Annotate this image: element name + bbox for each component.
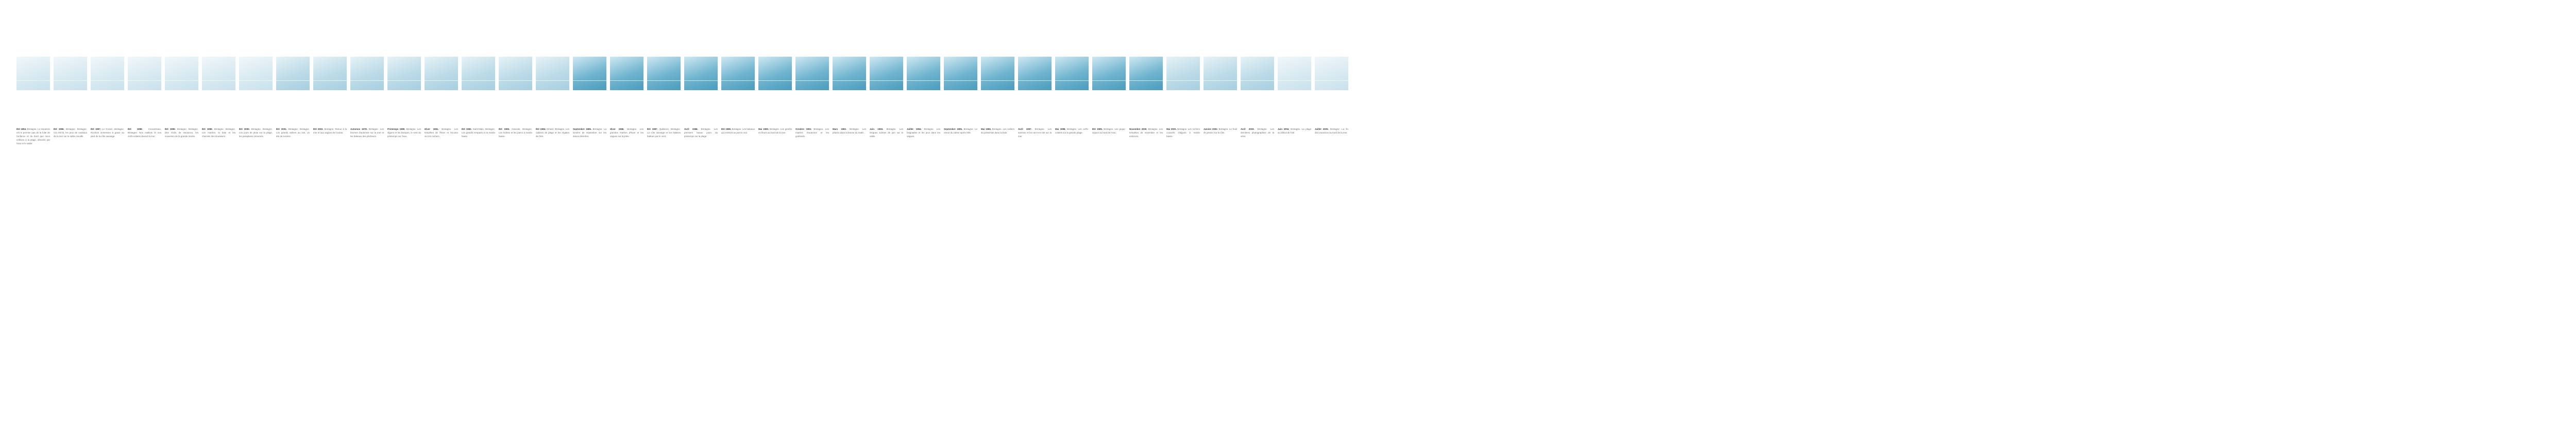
- photo-column: [202, 57, 235, 145]
- caption-date: Printemps 1980.: [387, 128, 405, 130]
- caption-text: Bretagne. La plage au début de l'été.: [1278, 128, 1311, 134]
- caption-text: Bretagne. Les bateaux qui rentrent au port le soir.: [721, 128, 755, 134]
- caption-date: Été 1987.: [647, 128, 658, 130]
- photo-caption: [202, 127, 235, 138]
- photo-column: [795, 57, 829, 145]
- photo-caption: [1204, 127, 1237, 134]
- seascape-photo-thumbnail[interactable]: [795, 57, 829, 90]
- caption-date: Novembre 2000.: [1129, 128, 1147, 130]
- photo-column: [91, 57, 124, 145]
- photo-column: [907, 57, 940, 145]
- caption-date: Été 1983.: [499, 128, 510, 130]
- photo-column: [276, 57, 310, 145]
- photo-column: [536, 57, 569, 145]
- caption-text: Quiberon, Bretagne. La côte sauvage et les falaises battues par le vent.: [647, 128, 681, 138]
- caption-date: Septembre 1985.: [573, 128, 592, 130]
- seascape-photo-thumbnail[interactable]: [573, 57, 606, 90]
- photo-caption: [1092, 127, 1126, 134]
- caption-text: Bretagne. Le tracassin est le premier pas de la fuite de l'enfance et du bord que nous enfilons à la plage, dévorés par l'eau et le sable.: [16, 128, 50, 145]
- photo-column: [1278, 57, 1311, 145]
- photo-caption: [239, 127, 273, 138]
- seascape-photo-thumbnail[interactable]: [1204, 57, 1237, 90]
- caption-text: Bretagne. Les rochers couverts d'algues à marée basse.: [1166, 128, 1200, 138]
- seascape-photo-thumbnail[interactable]: [425, 57, 458, 90]
- seascape-photo-thumbnail[interactable]: [239, 57, 273, 90]
- photo-caption: [54, 127, 87, 138]
- caption-text: Bretagne. Les marées d'automne et les goélands.: [795, 128, 829, 138]
- photo-column: [165, 57, 198, 145]
- seascape-photo-thumbnail[interactable]: [499, 57, 532, 90]
- seascape-photo-thumbnail[interactable]: [1315, 57, 1348, 90]
- photo-caption: [1166, 127, 1200, 138]
- photo-caption: [1315, 127, 1348, 134]
- seascape-photo-thumbnail[interactable]: [350, 57, 384, 90]
- photo-column: [499, 57, 532, 145]
- caption-text: Bretagne. Les genêts en fleurs au bord de la mer.: [758, 128, 792, 134]
- seascape-photo-thumbnail[interactable]: [165, 57, 198, 90]
- caption-text: Bretagne. Les brumes d'automne sur la mer et les bateaux des pêcheurs.: [350, 128, 384, 138]
- caption-date: Avril 1997.: [1018, 128, 1032, 130]
- photo-column: [944, 57, 977, 145]
- photo-column: [758, 57, 792, 145]
- caption-text: Concarneau, Bretagne. Nos maillots et nos cerfs-volants devant la mer.: [128, 128, 161, 138]
- photo-caption: [1055, 127, 1089, 134]
- caption-text: Bretagne. Les tempêtes de l'hiver et l'écume sur les rochers.: [425, 128, 458, 138]
- caption-date: Été 1999.: [165, 128, 176, 130]
- caption-text: Le Croisic, Bretagne. Rochers immenses à gravir au pied de la côte sauvage.: [91, 128, 124, 138]
- seascape-photo-thumbnail[interactable]: [128, 57, 161, 90]
- caption-text: Bretagne, Bretagne. Les grands voiliers au loin, un été de lumière.: [276, 128, 310, 138]
- photo-column: [647, 57, 681, 145]
- photo-caption: [536, 127, 569, 138]
- photo-column: [128, 57, 161, 145]
- photo-caption: [128, 127, 161, 138]
- photo-caption: [907, 127, 940, 138]
- seascape-photo-thumbnail[interactable]: [610, 57, 643, 90]
- caption-date: Été 1982.: [462, 128, 472, 130]
- photo-caption: [91, 127, 124, 138]
- caption-date: Hiver 1986.: [610, 128, 624, 130]
- photo-caption: [647, 127, 681, 138]
- photo-caption: [165, 127, 198, 138]
- caption-date: Été 2000.: [239, 128, 250, 130]
- caption-date: Été 1999.: [1092, 128, 1103, 130]
- photo-column: [721, 57, 755, 145]
- seascape-photo-thumbnail[interactable]: [54, 57, 87, 90]
- photo-caption: [387, 127, 421, 138]
- photo-column: [462, 57, 495, 145]
- caption-date: Septembre 1995.: [944, 128, 963, 130]
- caption-date: Juin 1993.: [870, 128, 884, 130]
- caption-text: Bretagne. Les dernières photographies de la série.: [1241, 128, 1274, 138]
- caption-text: Bretagne. Les cerfs-volants sur la grande plage.: [1055, 128, 1089, 134]
- photo-column: [870, 57, 903, 145]
- photo-caption: [944, 127, 977, 134]
- seascape-photo-thumbnail[interactable]: [1241, 57, 1274, 90]
- photo-column: [1092, 57, 1126, 145]
- photo-column: [1204, 57, 1237, 145]
- photo-caption: [276, 127, 310, 138]
- caption-date: Mai 2001.: [1166, 128, 1177, 130]
- seascape-photo-thumbnail[interactable]: [647, 57, 681, 90]
- seascape-photo-thumbnail[interactable]: [870, 57, 903, 90]
- seascape-photo-thumbnail[interactable]: [536, 57, 569, 90]
- seascape-photo-thumbnail[interactable]: [387, 57, 421, 90]
- caption-text: Bretagne. Les digues et les barques, le vent du printemps sur l'eau.: [387, 128, 421, 138]
- photo-caption: [425, 127, 458, 138]
- photo-column: [833, 57, 866, 145]
- photo-column: [387, 57, 421, 145]
- seascape-photo-thumbnail[interactable]: [1055, 57, 1089, 90]
- seascape-photo-thumbnail[interactable]: [91, 57, 124, 90]
- seascape-photo-thumbnail[interactable]: [1278, 57, 1311, 90]
- photo-column: [350, 57, 384, 145]
- seascape-photo-thumbnail[interactable]: [313, 57, 347, 90]
- photo-column: [1315, 57, 1348, 145]
- photo-column: [1166, 57, 1200, 145]
- caption-date: Hiver 1981.: [425, 128, 439, 130]
- seascape-photo-thumbnail[interactable]: [1018, 57, 1052, 90]
- photo-column: [1055, 57, 1089, 145]
- photo-caption: [1018, 127, 1052, 138]
- photo-column: [610, 57, 643, 145]
- caption-text: Bretagne. Bretagne. Les jours de pluie sur la plage, les parapluies retournés.: [239, 128, 273, 138]
- photo-caption: [1241, 127, 1274, 138]
- caption-date: Avril 1988.: [684, 128, 698, 130]
- seascape-photo-thumbnail[interactable]: [721, 57, 755, 90]
- caption-date: Automne 1978.: [350, 128, 367, 130]
- photo-caption: [758, 127, 792, 134]
- photo-caption: [795, 127, 829, 138]
- photo-column: [54, 57, 87, 145]
- caption-text: Bretagne. Retour à la mer et aux vagues de l'océan.: [313, 128, 347, 134]
- seascape-photo-thumbnail[interactable]: [276, 57, 310, 90]
- photo-caption: [462, 127, 495, 138]
- seascape-photo-thumbnail[interactable]: [907, 57, 940, 90]
- photo-caption: [1278, 127, 1311, 134]
- caption-text: Bretagne. Les phares dans la brume du matin.: [833, 128, 866, 134]
- photo-column: [573, 57, 606, 145]
- photo-column: [981, 57, 1014, 145]
- caption-text: Bretagne. Bretagne. Des récits de vacances, les souvenirs de la grande marée.: [165, 128, 198, 138]
- photo-caption: [1129, 127, 1163, 138]
- caption-text: Cancale, Bretagne. Les huîtres et les parcs à marée basse.: [499, 128, 532, 138]
- seascape-photo-thumbnail[interactable]: [1092, 57, 1126, 90]
- photo-caption: [870, 127, 903, 138]
- caption-text: Bretagne. Le froid de janvier sur la côte.: [1204, 128, 1237, 134]
- seascape-photo-thumbnail[interactable]: [981, 57, 1014, 90]
- caption-text: Bretagne. Les pique-niques au bord de l'eau.: [1092, 128, 1126, 134]
- caption-date: Mai 1998.: [1055, 128, 1066, 130]
- photo-caption: [16, 127, 50, 145]
- caption-text: Bretagne. Bretagne. Les marées, la baie et les chemins des douaniers.: [202, 128, 235, 138]
- caption-date: Été 2001.: [276, 128, 287, 130]
- caption-text: Saint-Malo, Bretagne. Les grands remparts et la marée haute.: [462, 128, 495, 138]
- caption-text: Bretagne. Bretagne. Cet été-là, les jeux de rouleaux de la mer sur le sable mouillé.: [54, 128, 87, 138]
- seascape-photo-thumbnail[interactable]: [684, 57, 718, 90]
- caption-date: Été 1994.: [16, 128, 27, 130]
- caption-text: Bretagne. Les grandes marées d'hiver et les vagues sur la jetée.: [610, 128, 643, 138]
- seascape-photo-thumbnail[interactable]: [833, 57, 866, 90]
- caption-date: Juillet 1994.: [907, 128, 922, 130]
- photo-column: [1129, 57, 1163, 145]
- caption-date: Janvier 2002.: [1204, 128, 1218, 130]
- caption-text: Bretagne. Les baignades et les jeux dans les vagues.: [907, 128, 940, 138]
- caption-text: Bretagne. Les averses et les arcs-en-ciel sur la mer.: [1018, 128, 1052, 138]
- caption-date: Été 1989.: [721, 128, 732, 130]
- caption-date: Juin 2004.: [1278, 128, 1290, 130]
- caption-text: Bretagne. Les premiers beaux jours du printemps sur la plage.: [684, 128, 718, 138]
- caption-text: Bretagne. Les voiliers du printemps dans la baie.: [981, 128, 1014, 134]
- caption-date: Été 1984.: [536, 128, 546, 130]
- caption-date: Octobre 1991.: [795, 128, 812, 130]
- photo-column: [239, 57, 273, 145]
- seascape-photo-thumbnail[interactable]: [16, 57, 50, 90]
- caption-date: Été 1997.: [91, 128, 101, 130]
- caption-date: Été 1996.: [54, 128, 64, 130]
- photo-caption: [981, 127, 1014, 134]
- photo-column: [425, 57, 458, 145]
- photo-caption: [499, 127, 532, 138]
- photo-column: [16, 57, 50, 145]
- caption-date: Mai 1996.: [981, 128, 992, 130]
- caption-date: Été 1998.: [128, 128, 143, 130]
- seascape-photo-thumbnail[interactable]: [462, 57, 495, 90]
- photo-caption: [313, 127, 347, 134]
- seascape-photo-thumbnail[interactable]: [1129, 57, 1163, 90]
- photo-column: [1018, 57, 1052, 145]
- caption-text: Bretagne. La fin des vacances au bord de la mer.: [1315, 128, 1348, 134]
- seascape-photo-thumbnail[interactable]: [1166, 57, 1200, 90]
- caption-text: Dinard, Bretagne. Les cabines de plage et les régates de l'été.: [536, 128, 569, 138]
- caption-text: Bretagne. Le retour du calme après l'été.: [944, 128, 977, 134]
- caption-text: Bretagne. La lumière de septembre sur les dunes désertes.: [573, 128, 606, 138]
- caption-date: Mars 1992.: [833, 128, 847, 130]
- caption-text: Bretagne. Les tempêtes de novembre et les embruns.: [1129, 128, 1163, 138]
- photo-caption: [721, 127, 755, 134]
- photo-caption: [573, 127, 606, 138]
- caption-date: Été 1999.: [202, 128, 213, 130]
- seascape-photo-thumbnail[interactable]: [202, 57, 235, 90]
- caption-date: Juillet 2005.: [1315, 128, 1329, 130]
- seascape-photo-thumbnail[interactable]: [758, 57, 792, 90]
- seascape-photo-thumbnail[interactable]: [944, 57, 977, 90]
- caption-text: Bretagne. Les longues soirées de juin sur le sable.: [870, 128, 903, 138]
- caption-date: Avril 2003.: [1241, 128, 1255, 130]
- photo-column: [684, 57, 718, 145]
- photo-caption: [350, 127, 384, 138]
- photo-caption: [833, 127, 866, 134]
- photo-caption: [610, 127, 643, 138]
- photo-caption: [684, 127, 718, 138]
- photo-column: [313, 57, 347, 145]
- caption-date: Mai 1990.: [758, 128, 769, 130]
- caption-date: Été 2002.: [313, 128, 324, 130]
- photo-caption-grid: [16, 57, 1348, 145]
- photo-column: [1241, 57, 1274, 145]
